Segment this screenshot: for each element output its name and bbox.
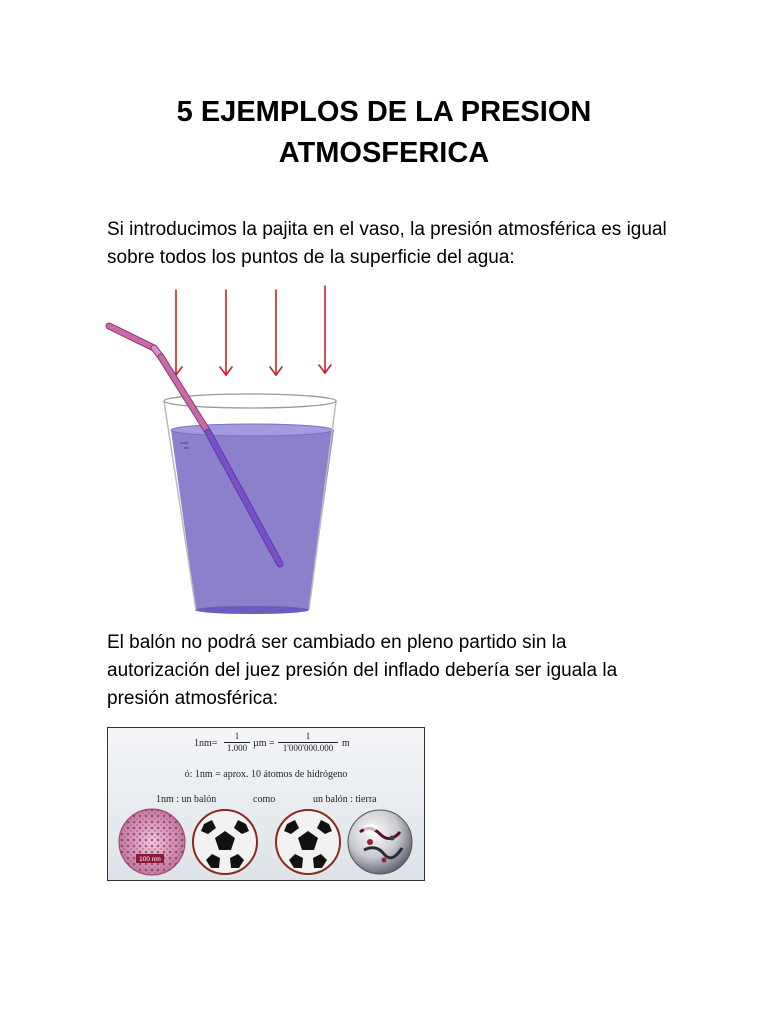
title-line-1: 5 EJEMPLOS DE LA PRESION xyxy=(176,96,592,128)
water-surface xyxy=(171,424,333,436)
scale-badge: 100 nm xyxy=(139,856,161,863)
nanometer-scale-figure xyxy=(107,727,425,881)
arrow-4 xyxy=(319,286,331,373)
glass-straw-illustration xyxy=(100,280,350,620)
arrow-1 xyxy=(170,290,182,375)
scale-images xyxy=(108,802,424,882)
earth-marble-image xyxy=(348,810,412,874)
page-title xyxy=(100,92,668,174)
pressure-arrows xyxy=(170,286,331,375)
molecules-disk-image xyxy=(119,809,185,875)
label-como: como xyxy=(253,794,276,805)
eq-right: m xyxy=(342,738,350,749)
eq-mid: µm = xyxy=(253,738,275,749)
soccer-ball-image xyxy=(193,810,257,874)
soccer-ball-image xyxy=(276,810,340,874)
fraction-1: $\frac{1}{1.000}$ xyxy=(224,731,250,754)
glass-bottom xyxy=(195,606,309,614)
hydrogen-note: ó: 1nm = aprox. 10 átomos de hidrógeno xyxy=(184,769,348,780)
paragraph-straw: Si introducimos la pajita en el vaso, la presión atmosférica es igual sobre todos los puntos de la superficie del agua: xyxy=(107,219,667,268)
eq-left: 1nm= xyxy=(194,738,218,749)
label-ball-earth: un balón : tierra xyxy=(313,794,377,805)
fraction-2: $\frac{1}{1'000'000.000}$ xyxy=(278,731,338,754)
paragraph-ball: El balón no podrá ser cambiado en pleno partido sin la autorización del juez presión del inflado debería ser iguala la presión atmosférica: xyxy=(107,632,618,709)
label-nm-ball: 1nm : un balón xyxy=(156,794,217,805)
title-line-2: ATMOSFERICA xyxy=(278,137,490,169)
arrow-3 xyxy=(270,290,282,375)
arrow-2 xyxy=(220,290,232,375)
